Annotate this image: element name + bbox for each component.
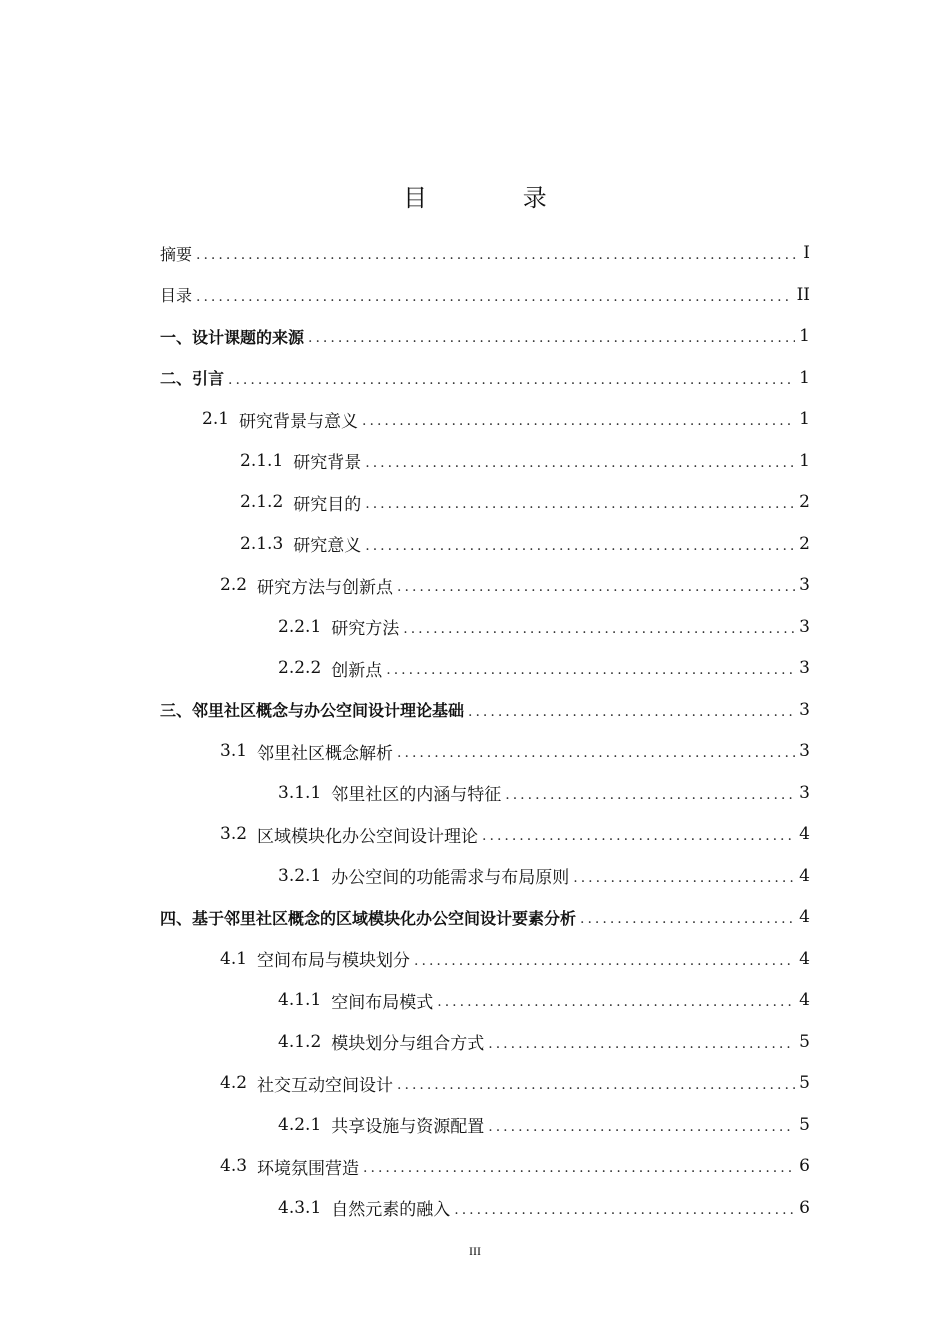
- dot-leader: [308, 330, 795, 346]
- toc-entry-page: 2: [799, 492, 810, 512]
- toc-entry-page: 4: [799, 948, 810, 969]
- toc-entry-page: 6: [799, 1156, 810, 1176]
- toc-entry-number: 4.1: [220, 948, 248, 969]
- toc-entry-label: 摘要: [160, 244, 193, 264]
- toc-entry-label: 办公空间的功能需求与布局原则: [331, 868, 570, 888]
- toc-entry[interactable]: [160, 321, 810, 351]
- page-number: III: [469, 1244, 481, 1258]
- toc-entry-number: 3.2: [220, 824, 248, 844]
- dot-leader: [386, 662, 795, 678]
- dot-leader: [365, 496, 795, 512]
- dot-leader: [228, 372, 795, 388]
- toc-entry-label: 研究目的: [293, 494, 362, 515]
- toc-entry-label: 目录: [160, 286, 193, 305]
- toc-entry-page: 4: [799, 824, 810, 844]
- toc-entry[interactable]: [278, 778, 810, 808]
- toc-entry-label: 自然元素的融入: [331, 1200, 451, 1220]
- dot-leader: [482, 828, 795, 844]
- toc-entry[interactable]: [202, 404, 810, 434]
- toc-entry-label: 共享设施与资源配置: [331, 1117, 485, 1137]
- toc-entry-page: 1: [799, 409, 810, 429]
- toc-entry[interactable]: [220, 944, 810, 974]
- toc-entry-number: 2.1.2: [240, 492, 284, 512]
- toc-entry-number: 4.3: [220, 1156, 248, 1176]
- toc-entry-page: 1: [799, 326, 810, 346]
- dot-leader: [362, 413, 795, 429]
- dot-leader: [196, 289, 793, 305]
- toc-entry-page: 3: [799, 616, 810, 637]
- toc-entry-number: 2.1.3: [240, 533, 284, 554]
- toc-entry-page: 4: [799, 865, 810, 886]
- toc-entry[interactable]: [278, 861, 810, 891]
- toc-entry-page: 3: [799, 658, 810, 678]
- toc-entry[interactable]: [220, 819, 810, 849]
- toc-entry-label: 空间布局模式: [331, 992, 434, 1013]
- toc-entry[interactable]: [278, 1193, 810, 1223]
- dot-leader: [488, 1036, 795, 1052]
- toc-entry-label: 三、邻里社区概念与办公空间设计理论基础: [160, 701, 465, 720]
- toc-entry-number: 2.2.2: [278, 658, 322, 678]
- toc-entry[interactable]: [278, 1027, 810, 1057]
- toc-entry-page: 3: [799, 575, 810, 595]
- dot-leader: [196, 247, 796, 263]
- toc-entry-number: 4.1.1: [278, 990, 322, 1010]
- toc-entry-page: 4: [799, 990, 810, 1010]
- dot-leader: [414, 953, 795, 969]
- toc-entry[interactable]: [278, 612, 810, 642]
- toc-entry[interactable]: [240, 446, 810, 476]
- dot-leader: [363, 1160, 795, 1176]
- dot-leader: [397, 1077, 795, 1093]
- toc-entry-label: 二、引言: [160, 369, 225, 388]
- toc-entry-label: 社交互动空间设计: [257, 1075, 394, 1096]
- dot-leader: [397, 579, 795, 595]
- toc-entry[interactable]: [220, 736, 810, 766]
- toc-entry-number: 2.2.1: [278, 616, 322, 637]
- toc-entry-page: 5: [799, 1073, 810, 1093]
- toc-entry-number: 4.2: [220, 1073, 248, 1093]
- toc-entry-label: 研究背景与意义: [239, 411, 359, 432]
- dot-leader: [505, 787, 795, 803]
- toc-entry-number: 3.1.1: [278, 782, 322, 803]
- page-title: 目 录: [403, 184, 591, 212]
- toc-entry-page: 1: [799, 367, 810, 388]
- dot-leader: [365, 455, 795, 471]
- toc-entry[interactable]: [220, 1151, 810, 1181]
- toc-entry-page: 3: [799, 782, 810, 803]
- toc-entry-page: 5: [799, 1031, 810, 1052]
- toc-entry-number: 4.3.1: [278, 1197, 322, 1218]
- toc-entry[interactable]: [220, 1068, 810, 1098]
- toc-entry-page: 2: [799, 533, 810, 554]
- dot-leader: [403, 621, 795, 637]
- toc-entry-label: 研究意义: [293, 536, 362, 556]
- toc-entry-number: 4.2.1: [278, 1114, 322, 1135]
- toc-entry-label: 邻里社区概念解析: [257, 743, 394, 764]
- toc-entry-label: 研究方法: [331, 619, 400, 639]
- dot-leader: [397, 745, 795, 761]
- toc-entry-label: 空间布局与模块划分: [257, 951, 411, 971]
- toc-entry[interactable]: [240, 529, 810, 559]
- toc-entry-number: 2.1.1: [240, 450, 284, 471]
- toc-entry-page: 4: [799, 907, 810, 927]
- toc-entry-page: 6: [799, 1197, 810, 1218]
- toc-entry-page: II: [796, 284, 810, 305]
- toc-entry-page: 5: [799, 1114, 810, 1135]
- toc-entry-label: 创新点: [331, 660, 383, 681]
- dot-leader: [573, 870, 795, 886]
- toc-entry[interactable]: [160, 363, 810, 393]
- toc-entry[interactable]: [278, 1110, 810, 1140]
- toc-entry-page: 3: [799, 741, 810, 761]
- toc-entry[interactable]: [278, 653, 810, 683]
- toc-entry[interactable]: [160, 280, 810, 310]
- toc-entry-number: 4.1.2: [278, 1031, 322, 1052]
- dot-leader: [468, 704, 795, 720]
- toc-entry[interactable]: [278, 985, 810, 1015]
- toc-entry-label: 研究背景: [293, 453, 362, 473]
- toc-entry[interactable]: [240, 487, 810, 517]
- dot-leader: [365, 538, 795, 554]
- toc-entry-label: 一、设计课题的来源: [160, 327, 305, 347]
- toc-entry-label: 邻里社区的内涵与特征: [331, 785, 502, 805]
- toc-entry-label: 区域模块化办公空间设计理论: [257, 826, 479, 847]
- dot-leader: [488, 1119, 795, 1135]
- dot-leader: [437, 994, 795, 1010]
- dot-leader: [454, 1202, 795, 1218]
- toc-entry[interactable]: [160, 695, 810, 725]
- dot-leader: [580, 911, 795, 927]
- toc-entry-page: I: [803, 243, 810, 263]
- toc-entry-label: 环境氛围营造: [257, 1158, 360, 1179]
- toc-entry-number: 2.2: [220, 575, 248, 595]
- toc-entry-page: 1: [799, 450, 810, 471]
- toc-entry-number: 3.2.1: [278, 865, 322, 886]
- toc-entry-number: 3.1: [220, 741, 248, 761]
- toc-entry[interactable]: [220, 570, 810, 600]
- toc-entry-number: 2.1: [202, 409, 230, 429]
- toc-entry-page: 3: [799, 699, 810, 720]
- toc-entry-label: 研究方法与创新点: [257, 577, 394, 598]
- toc-entry[interactable]: [160, 238, 810, 268]
- toc-entry[interactable]: [160, 902, 810, 932]
- toc-entry-label: 四、基于邻里社区概念的区域模块化办公空间设计要素分析: [160, 908, 577, 928]
- toc-entry-label: 模块划分与组合方式: [331, 1034, 485, 1054]
